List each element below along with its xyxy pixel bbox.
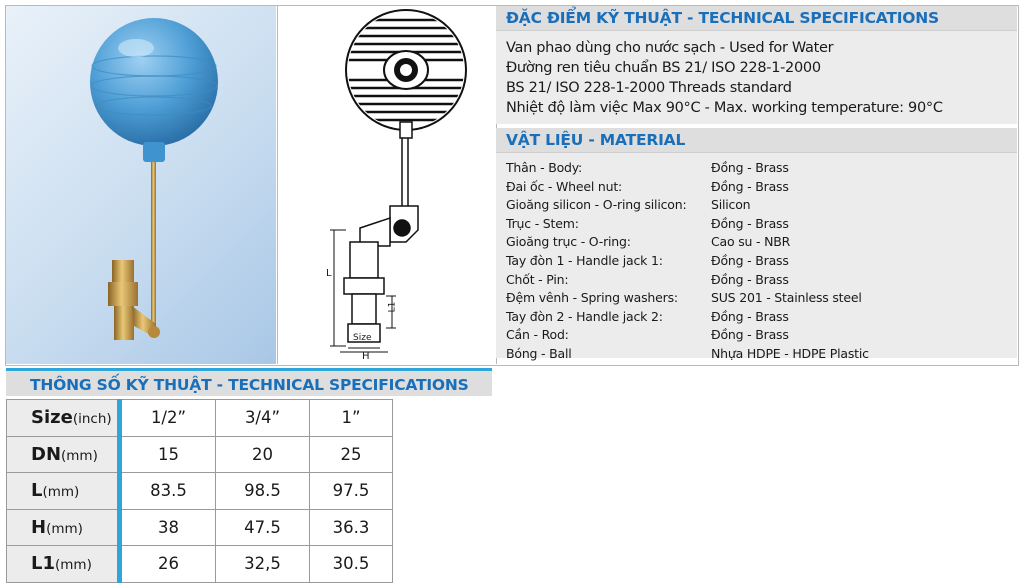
- material-value: Đồng - Brass: [711, 327, 789, 343]
- spec-line: BS 21/ ISO 228-1-2000 Threads standard: [506, 80, 792, 96]
- material-value: Silicon: [711, 197, 751, 213]
- table-cell: 98.5: [216, 473, 310, 510]
- material-row: [506, 159, 1017, 178]
- row-label: [7, 473, 120, 510]
- material-row: [506, 326, 1017, 345]
- table-cell: 20: [216, 436, 310, 473]
- table-cell: 30.5: [310, 546, 393, 583]
- table-cell: 1/2”: [120, 400, 216, 437]
- row-label-unit: (mm): [42, 484, 80, 501]
- table-cell: 15: [120, 436, 216, 473]
- float-ball: [90, 18, 218, 162]
- material-part: Gioăng silicon - O-ring silicon:: [506, 197, 687, 213]
- material-row: [506, 215, 1017, 234]
- dimension-label-l1: L1: [387, 301, 398, 313]
- float-rod: [151, 162, 156, 327]
- material-row: [506, 178, 1017, 197]
- technical-specs-heading: ĐẶC ĐIỂM KỸ THUẬT - TECHNICAL SPECIFICATIONS: [496, 6, 1017, 30]
- row-label: [7, 436, 120, 473]
- table-cell: 47.5: [216, 509, 310, 546]
- material-part: Tay đòn 1 - Handle jack 1:: [506, 252, 663, 268]
- material-part: Gioăng trục - O-ring:: [506, 234, 631, 250]
- row-label-name: L1: [31, 553, 55, 575]
- drawing-ball: [338, 10, 474, 130]
- table-cell: 32,5: [216, 546, 310, 583]
- table-row: [7, 509, 393, 546]
- row-label: [7, 546, 120, 583]
- spec-line: Đường ren tiêu chuẩn BS 21/ ISO 228-1-2000: [506, 60, 821, 76]
- product-photo: [6, 6, 276, 364]
- row-label: [7, 400, 120, 437]
- material-value: Nhựa HDPE - HDPE Plastic: [711, 345, 869, 361]
- material-value: Đồng - Brass: [711, 215, 789, 231]
- material-row: [506, 308, 1017, 327]
- material-value: Đồng - Brass: [711, 252, 789, 268]
- row-label-name: H: [31, 516, 47, 538]
- table-row: [7, 546, 393, 583]
- row-label-name: L: [31, 480, 43, 502]
- material-value: Đồng - Brass: [711, 271, 789, 287]
- material-part: Tay đòn 2 - Handle jack 2:: [506, 308, 663, 324]
- technical-drawing: [277, 6, 497, 364]
- material-value: Đồng - Brass: [711, 160, 789, 175]
- technical-specs-body: [496, 30, 1017, 124]
- material-part: Trục - Stem:: [506, 215, 579, 231]
- material-part: Bóng - Ball: [506, 345, 572, 361]
- material-value: Cao su - NBR: [711, 234, 791, 250]
- size-table: [6, 399, 393, 583]
- material-row: [506, 271, 1017, 290]
- row-label: [7, 509, 120, 546]
- table-row: [7, 400, 393, 437]
- dimension-label-h: H: [362, 351, 370, 362]
- material-list: [496, 152, 1017, 361]
- row-label-name: Size: [31, 407, 73, 429]
- material-row: [506, 196, 1017, 215]
- row-label-unit: (mm): [55, 557, 92, 574]
- row-label-unit: (inch): [72, 411, 112, 428]
- row-label-name: DN: [31, 443, 62, 465]
- material-value: SUS 201 - Stainless steel: [711, 290, 862, 306]
- table-cell: 25: [310, 436, 393, 473]
- table-cell: 38: [120, 509, 216, 546]
- table-cell: 36.3: [310, 509, 393, 546]
- table-cell: 1”: [310, 400, 393, 437]
- float-valve-illustration: [6, 6, 276, 364]
- material-row: [506, 345, 1017, 364]
- row-label-unit: (mm): [46, 520, 83, 537]
- material-part: Thân - Body:: [506, 160, 583, 175]
- table-cell: 97.5: [310, 473, 393, 510]
- material-part: Chốt - Pin:: [506, 271, 569, 287]
- material-value: Đồng - Brass: [711, 308, 789, 324]
- material-part: Cần - Rod:: [506, 327, 569, 343]
- material-row: [506, 252, 1017, 271]
- table-cell: 3/4”: [216, 400, 310, 437]
- material-heading: VẬT LIỆU - MATERIAL: [496, 128, 1017, 152]
- material-value: Đồng - Brass: [711, 178, 789, 194]
- spec-line: Nhiệt độ làm việc Max 90°C - Max. working temperature: 90°C: [506, 100, 943, 116]
- dimension-label-l: L: [326, 268, 332, 279]
- size-table-heading: THÔNG SỐ KỸ THUẬT - TECHNICAL SPECIFICATIONS: [6, 368, 492, 396]
- drawing-valve-body: [344, 242, 384, 342]
- material-row: [506, 289, 1017, 308]
- material-row: [506, 233, 1017, 252]
- table-cell: 26: [120, 546, 216, 583]
- dimension-label-size: Size: [353, 333, 372, 343]
- drawing-rod: [360, 122, 418, 246]
- table-row: [7, 436, 393, 473]
- table-cell: 83.5: [120, 473, 216, 510]
- material-part: Đai ốc - Wheel nut:: [506, 178, 623, 194]
- spec-line: Van phao dùng cho nước sạch - Used for Water: [506, 40, 834, 56]
- material-part: Đệm vênh - Spring washers:: [506, 290, 678, 306]
- row-label-unit: (mm): [61, 447, 98, 464]
- spec-panel: [496, 6, 1017, 364]
- table-row: [7, 473, 393, 510]
